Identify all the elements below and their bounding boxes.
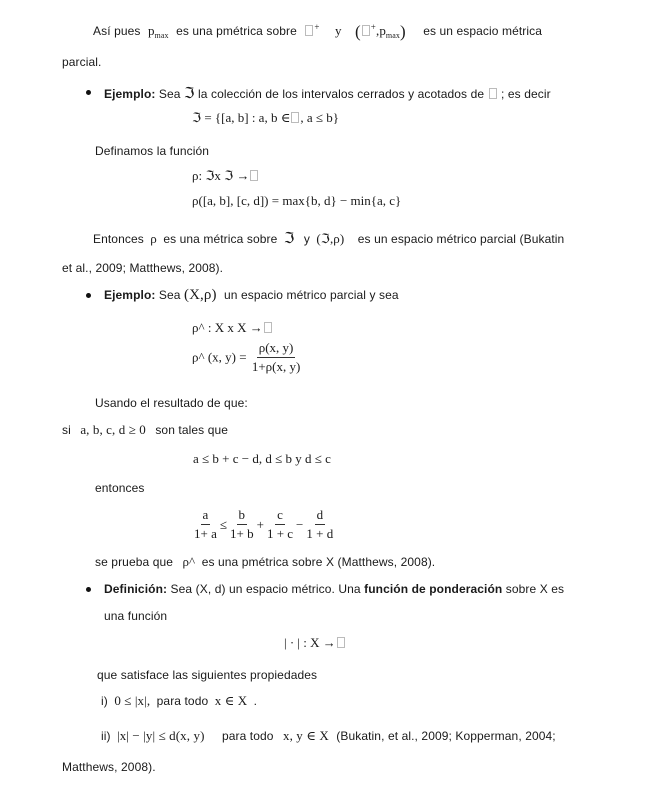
text: un espacio métrico parcial y sea	[224, 288, 399, 302]
text: es una pmétrica sobre	[176, 24, 297, 38]
bullet-icon	[86, 293, 91, 298]
text: ; es decir	[501, 87, 551, 101]
math-pair: (X,ρ)	[184, 287, 217, 303]
definition-intro	[104, 582, 564, 596]
example2-conclusion	[95, 554, 435, 570]
definition-label: Definición:	[104, 582, 168, 596]
text: que satisface las siguientes propiedades	[97, 668, 318, 682]
text: Entonces	[93, 232, 144, 246]
text: y	[303, 232, 310, 246]
fraction: $\frac{c}{1 + c}$	[266, 507, 294, 541]
text: ii)	[101, 729, 111, 743]
condition-line	[62, 422, 228, 438]
text: una función	[104, 609, 168, 623]
example1-intro	[104, 84, 551, 103]
math-pair-real-pmax: ( $^+,p_{max}$)	[355, 22, 406, 41]
bullet-icon	[86, 90, 91, 95]
text: sobre X es	[505, 582, 565, 596]
math-x-in-X: x ∈ X	[214, 693, 248, 708]
math-property-i: 0 ≤ |x|,	[114, 693, 151, 708]
math-pmax: $p_{max}$	[147, 23, 169, 40]
missing-glyph-icon	[337, 637, 345, 648]
example1-conclusion	[93, 229, 564, 248]
text: es un espacio métrica	[423, 24, 543, 38]
math-rho-map: ρ: ℑx ℑ →	[192, 168, 259, 184]
math-weight-map: | · | : X →	[284, 635, 346, 651]
text: entonces	[95, 481, 145, 495]
fraction: $\frac{b}{1+ b}$	[230, 507, 254, 541]
missing-glyph-icon	[489, 88, 497, 99]
text: es una pmétrica sobre X (Matthews, 2008).	[201, 555, 436, 569]
bold-term: función de ponderación	[364, 582, 503, 596]
text: .	[253, 694, 258, 708]
math-frak-i: ℑ	[283, 231, 295, 247]
citation: (Bukatin, et al., 2009; Kopperman, 2004;	[336, 729, 556, 743]
text: son tales que	[155, 423, 229, 437]
math-condition: a, b, c, d ≥ 0	[80, 422, 146, 437]
text: i)	[101, 694, 108, 708]
example-label: Ejemplo:	[104, 87, 156, 101]
math-y: y	[334, 23, 342, 38]
math-fraction-inequality: $\frac{a}{1+ a}$ ≤ $\frac{b}{1+ b}$ + $\frac{c}{1 + c}$ − $\frac{d}{1 + d}$	[194, 507, 334, 541]
bullet-icon	[86, 587, 91, 592]
example-label: Ejemplo:	[104, 288, 156, 302]
text: Definamos la función	[95, 144, 210, 158]
math-real-plus: +	[304, 23, 319, 38]
text: la colección de los intervalos cerrados y acotados de	[198, 87, 485, 101]
math-frak-i: ℑ	[184, 86, 195, 102]
text: parcial.	[62, 55, 102, 69]
math-rho-hat-map: ρ^ : X x X →	[192, 320, 273, 336]
text: Sea	[158, 288, 181, 302]
property-i	[101, 693, 257, 709]
math-rho-hat: ρ^	[182, 554, 196, 569]
fraction: $\frac{a}{1+ a}$	[194, 507, 217, 541]
fraction-denominator: 1+ρ(x, y)	[251, 359, 301, 374]
text: para todo	[221, 729, 274, 743]
fraction: $\frac{d}{1 + d}$	[306, 507, 334, 541]
math-rho: ρ	[150, 231, 157, 246]
text: se prueba que	[95, 555, 174, 569]
math-set-definition: ℑ = {[a, b] : a, b ∈ , a ≤ b}	[192, 110, 339, 125]
example2-intro	[104, 287, 399, 304]
text: Sea	[158, 87, 181, 101]
text: si	[62, 423, 71, 437]
missing-glyph-icon	[291, 112, 299, 123]
property-ii	[101, 728, 556, 744]
text: et al., 2009; Matthews, 2008).	[62, 261, 224, 275]
math-property-ii: |x| − |y| ≤ d(x, y)	[117, 728, 205, 743]
fraction-numerator: ρ(x, y)	[257, 340, 296, 358]
missing-glyph-icon	[305, 25, 313, 36]
missing-glyph-icon	[250, 170, 258, 181]
math-xy-in-X: x, y ∈ X	[283, 728, 329, 743]
math-rho-hat-definition: ρ^ (x, y) = $\frac{\rho(x, y)}{1+\rho(x, y)}$	[192, 340, 301, 374]
text: es un espacio métrico parcial (Bukatin	[357, 232, 565, 246]
citation: Matthews, 2008).	[62, 760, 156, 774]
text: es una métrica sobre	[163, 232, 278, 246]
text: para todo	[156, 694, 209, 708]
math-inequalities: a ≤ b + c − d, d ≤ b y d ≤ c	[193, 451, 331, 466]
text: Usando el resultado de que:	[95, 396, 248, 410]
missing-glyph-icon	[264, 322, 272, 333]
missing-glyph-icon	[362, 25, 370, 36]
text: Así pues	[93, 24, 141, 38]
math-rho-definition: ρ([a, b], [c, d]) = max{b, d} − min{a, c}	[192, 193, 402, 208]
text: Sea (X, d) un espacio métrico. Una	[170, 582, 361, 596]
math-pair: (ℑ,ρ)	[316, 231, 345, 246]
paragraph-pmax	[93, 22, 542, 42]
